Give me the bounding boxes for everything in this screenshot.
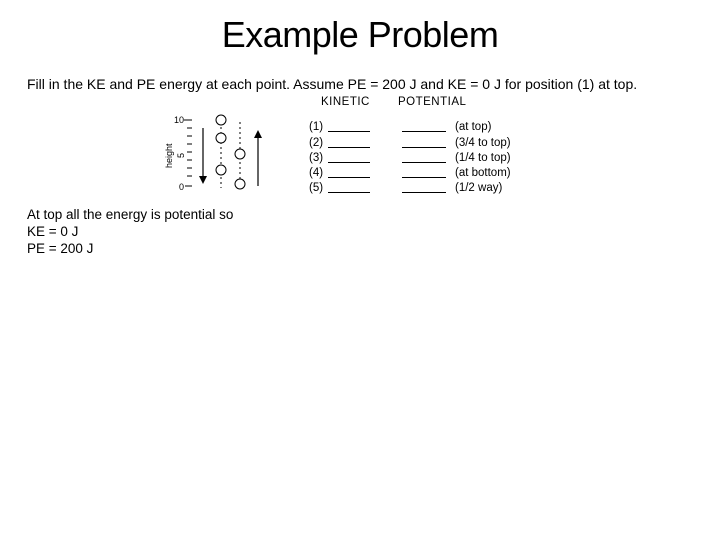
row-label-3: (3) [309,152,324,164]
slide-title: Example Problem [221,14,499,55]
kinetic-blank-5[interactable] [328,192,370,193]
height-diagram [160,106,280,196]
up-arrow-icon [254,130,262,186]
height-axis-label: height [164,143,174,168]
note-line-1: At top all the energy is potential so [27,207,234,222]
kinetic-blank-3[interactable] [328,162,370,163]
explanation-note [27,206,233,257]
ball-position-2 [216,133,226,143]
row-label-1: (1) [309,121,324,133]
row-description-2: (3/4 to top) [455,137,511,149]
potential-blank-4[interactable] [402,177,446,178]
kinetic-blank-1[interactable] [328,131,370,132]
kinetic-header: KINETIC [321,96,370,108]
row-description-5: (1/2 way) [455,182,503,194]
note-line-3: PE = 200 J [27,241,94,256]
potential-blank-2[interactable] [402,147,446,148]
kinetic-blank-2[interactable] [328,147,370,148]
row-label-2: (2) [309,137,324,149]
down-arrow-icon [199,128,207,184]
row-description-1: (at top) [455,121,492,133]
tick-label-5: 5 [176,152,186,158]
ball-position-4 [235,179,245,189]
potential-blank-3[interactable] [402,162,446,163]
row-label-5: (5) [309,182,324,194]
potential-blank-1[interactable] [402,131,446,132]
row-description-4: (at bottom) [455,167,511,179]
ball-position-5 [235,149,245,159]
ball-position-1 [216,115,226,125]
potential-header: POTENTIAL [398,96,467,108]
instructions-text: Fill in the KE and PE energy at each point. Assume PE = 200 J and KE = 0 J for position (1) at top. [27,76,638,92]
potential-blank-5[interactable] [402,192,446,193]
row-label-4: (4) [309,167,324,179]
kinetic-blank-4[interactable] [328,177,370,178]
note-line-2: KE = 0 J [27,224,79,239]
row-description-3: (1/4 to top) [455,152,511,164]
ball-position-3 [216,165,226,175]
tick-label-10: 10 [174,115,185,125]
tick-label-0: 0 [179,182,185,192]
